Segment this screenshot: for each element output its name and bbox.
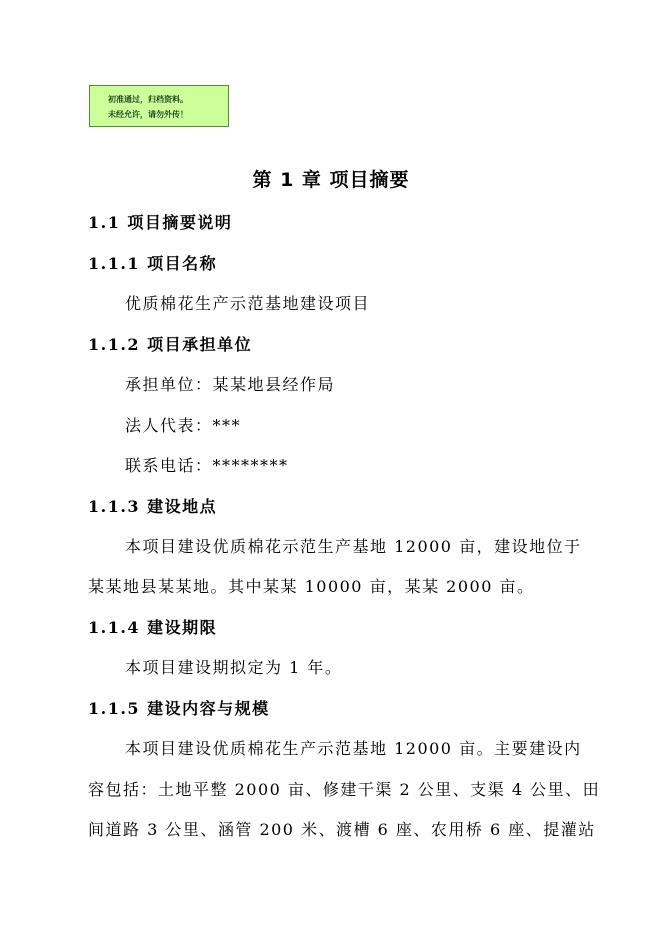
section-heading-1-1-5: 1.1.5 建设内容与规模 [88,699,270,718]
section-heading-1-1-1: 1.1.1 项目名称 [88,254,218,273]
phone-text: 联系电话：******** [125,456,289,475]
project-name-text: 优质棉花生产示范基地建设项目 [125,294,371,313]
section-heading-1-1-2: 1.1.2 项目承担单位 [88,335,253,354]
notice-line-2: 未经允许，请勿外传！ [108,110,188,119]
period-text: 本项目建设期拟定为 1 年。 [125,658,343,677]
approval-notice-box [89,85,229,127]
section-heading-1-1: 1.1 项目摘要说明 [88,213,233,232]
section-heading-1-1-4: 1.1.4 建设期限 [88,618,218,637]
content-paragraph-line-3: 间道路 3 公里、涵管 200 米、渡槽 6 座、农用桥 6 座、提灌站 [88,820,596,839]
legal-rep-text: 法人代表：*** [125,416,242,435]
content-paragraph-line-2: 容包括：土地平整 2000 亩、修建干渠 2 公里、支渠 4 公里、田 [88,780,601,799]
content-paragraph-line-1: 本项目建设优质棉花生产示范基地 12000 亩。主要建设内 [125,739,582,758]
notice-line-1: 初准通过，归档资料。 [108,95,188,104]
location-paragraph-line-1: 本项目建设优质棉花示范生产基地 12000 亩，建设地位于 [125,537,582,556]
section-heading-1-1-3: 1.1.3 建设地点 [88,497,218,516]
undertaker-text: 承担单位：某某地县经作局 [125,375,336,394]
chapter-title: 第 1 章 项目摘要 [252,169,410,191]
location-paragraph-line-2: 某某地县某某地。其中某某 10000 亩，某某 2000 亩。 [88,577,535,596]
